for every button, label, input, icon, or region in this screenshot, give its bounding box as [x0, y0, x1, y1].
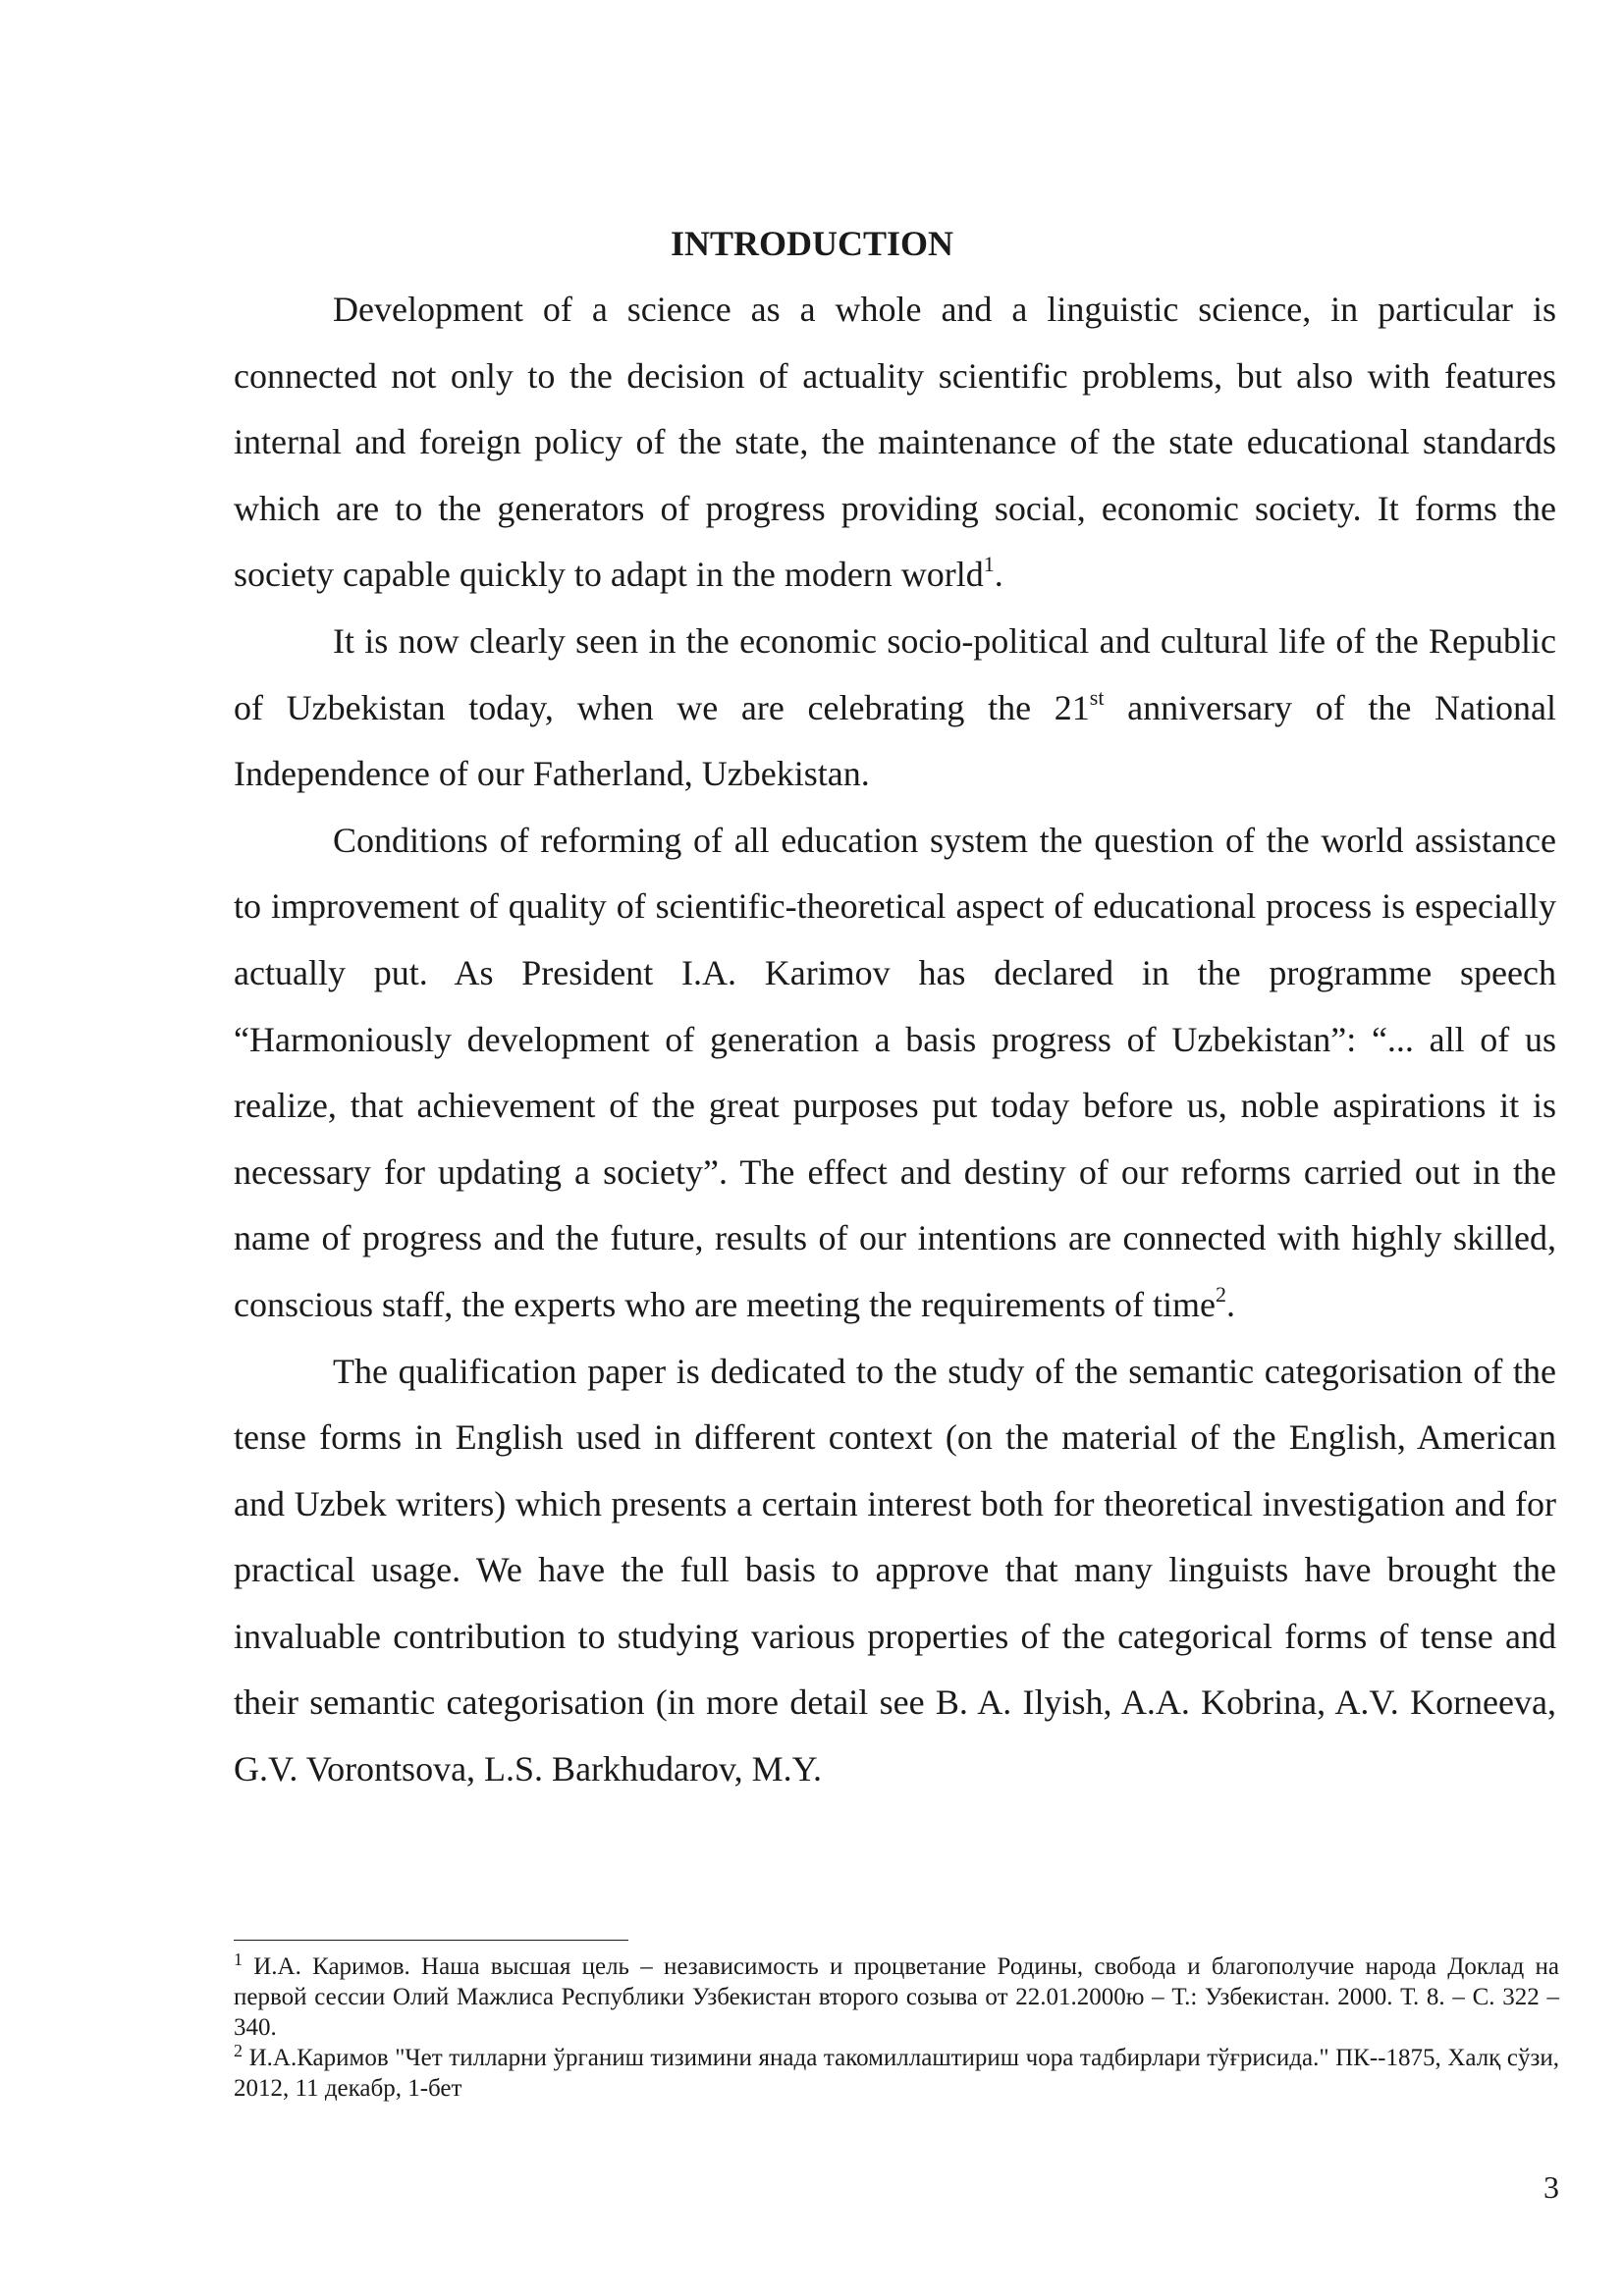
- paragraph-4: [234, 1339, 1556, 1803]
- paragraph-4-text: The qualification paper is dedicated to the study of the semantic categorisation of the tense forms in English used in different context (on the material of the English, American and Uzbek writers) which presents a certain interest both for theoretical investigation and for practical usage. We have the full basis to approve that many linguists have brought the invaluable contribution to studying various properties of the categorical forms of tense and their semantic categorisation (in more detail see B. A. Ilyish, A.A. Kobrina, A.V. Korneeva, G.V. Vorontsova, L.S. Barkhudarov, M.Y.: [234, 1351, 1556, 1789]
- footnotes: [234, 1951, 1559, 2104]
- paragraph-1-text: Development of a science as a whole and a linguistic science, in particular is connected not only to the decision of actuality scientific problems, but also with features internal and foreign policy of the state, the maintenance of the state educational standards which are to the generators of progress providing social, economic society. It forms the society capable quickly to adapt in the modern world: [234, 290, 1556, 595]
- footnote-2: [234, 2043, 1559, 2104]
- footnote-separator: [234, 1940, 628, 1941]
- footnote-ref-2: 2: [1216, 1281, 1227, 1307]
- footnote-1: [234, 1951, 1559, 2043]
- paragraph-2: [234, 609, 1556, 808]
- footnote-ref-1: 1: [983, 552, 995, 577]
- paragraph-3-text: Conditions of reforming of all education system the question of the world assistance to improvement of quality of scientific-theoretical aspect of educational process is especially actually put. As President I.A. Karimov has declared in the programme speech “Harmoniously development of generation a basis progress of Uzbekistan”: “... all of us realize, that achievement of the great purposes put today before us, noble aspirations it is necessary for updating a society”. The effect and destiny of our reforms carried out in the name of progress and the future, results of our intentions are connected with highly skilled, conscious staff, the experts who are meeting the requirements of time: [234, 820, 1556, 1324]
- ordinal-suffix: st: [1089, 684, 1105, 710]
- footnote-1-text: И.А. Каримов. Наша высшая цель – независимость и процветание Родины, свобода и благополучие народа Доклад на первой сессии Олий Мажлиса Республики Узбекистан второго созыва от 22.01.2000ю – Т.: Узбекистан. 2000. Т. 8. – С. 322 – 340.: [234, 1953, 1559, 2041]
- paragraph-1-tail: .: [994, 555, 1003, 595]
- footnote-mark-1: 1: [234, 1949, 243, 1969]
- footnote-2-text: И.А.Каримов "Чет тилларни ўрганиш тизимини янада такомиллаштириш чора тадбирлари тўғрисида." ПК--1875, Халқ сўзи, 2012, 11 декабр, 1-бет: [234, 2045, 1559, 2102]
- body-text: [234, 277, 1556, 1803]
- paragraph-2-tail: anniversary of the National Independence of our Fatherland, Uzbekistan.: [234, 687, 1556, 794]
- page-number: 3: [1543, 2169, 1559, 2205]
- paragraph-3-tail: .: [1226, 1284, 1236, 1324]
- paragraph-3: [234, 808, 1556, 1339]
- paragraph-2-text: It is now clearly seen in the economic socio-political and cultural life of the Republic of Uzbekistan today, when we are celebrating the 21: [234, 620, 1556, 727]
- page-heading: INTRODUCTION: [670, 224, 954, 263]
- footnote-mark-2: 2: [234, 2041, 243, 2060]
- paragraph-1: [234, 277, 1556, 609]
